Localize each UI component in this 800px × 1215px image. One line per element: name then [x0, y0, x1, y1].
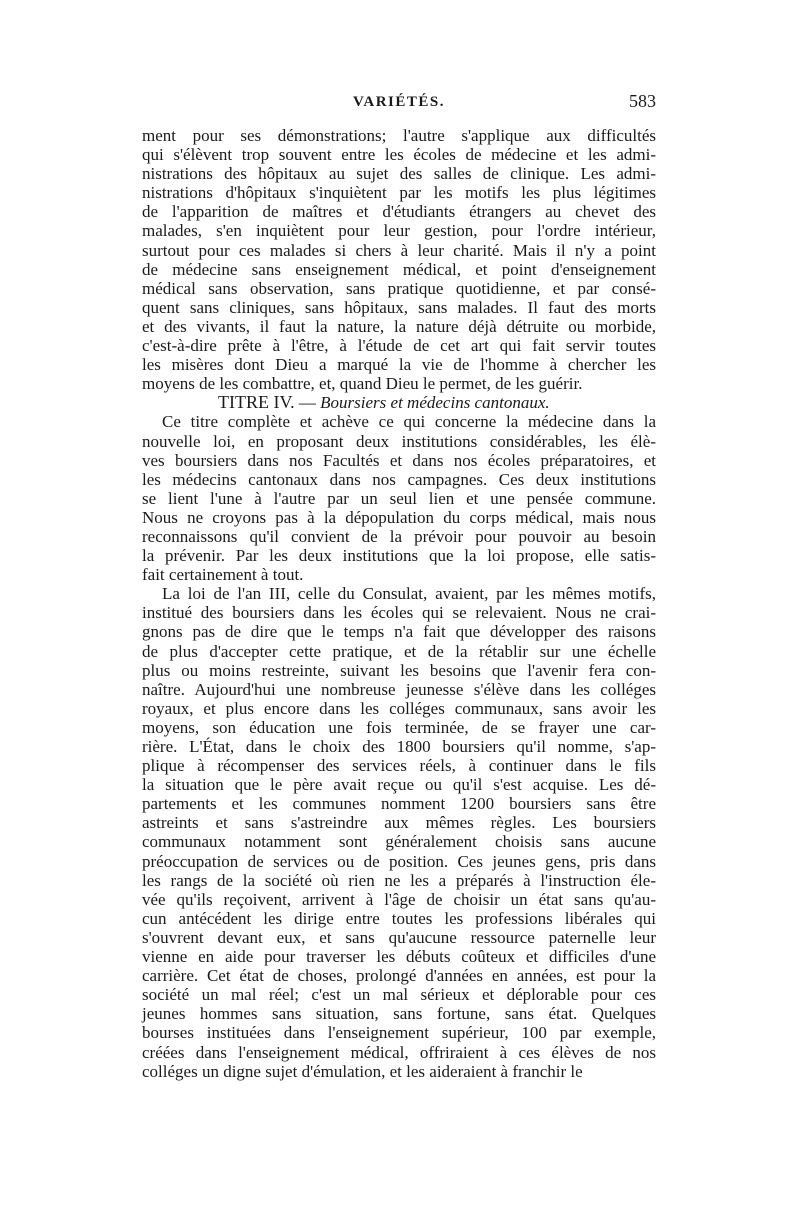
running-head	[142, 91, 656, 118]
text-line: reconnaissons qu'il convient de la prévoir pour pouvoir au besoin	[142, 526, 656, 546]
text-line: colléges un digne sujet d'émulation, et les aideraient à franchir le	[142, 1061, 583, 1081]
text-line: Ce titre complète et achève ce qui concerne la médecine dans la	[162, 412, 656, 432]
text-line: plique à récompenser des services réels, à continuer dans le fils	[142, 756, 656, 776]
text-line: la situation que le père avait reçue ou qu'il s'est acquise. Les dé-	[142, 775, 656, 795]
text-line: ves boursiers dans nos Facultés et dans nos écoles préparatoires, et	[142, 450, 656, 470]
text-line: Nous ne croyons pas à la dépopulation du corps médical, mais nous	[142, 507, 656, 527]
text-line: ment pour ses démonstrations; l'autre s'applique aux difficultés	[142, 126, 656, 145]
section-heading	[142, 393, 656, 412]
text-line: gnons pas de dire que le temps n'a fait que développer des raisons	[142, 622, 656, 642]
text-line: institué des boursiers dans les écoles qui se relevaient. Nous ne crai-	[142, 603, 656, 623]
heading-dash: —	[294, 393, 321, 413]
text-line: créées dans l'enseignement médical, offriraient à ces élèves de nos	[142, 1042, 656, 1062]
text-line: la prévenir. Par les deux institutions que la loi propose, elle satis-	[142, 546, 656, 566]
text-line: les médecins cantonaux dans nos campagnes. Ces deux institutions	[142, 469, 656, 489]
text-line: carrière. Cet état de choses, prolongé d'années en années, est pour la	[142, 966, 656, 986]
text-line: quent sans cliniques, sans hôpitaux, sans malades. Il faut des morts	[142, 297, 656, 317]
text-line: les rangs de la société où rien ne les a préparés à l'instruction éle-	[142, 870, 656, 890]
text-line: et des vivants, il faut la nature, la nature déjà détruite ou morbide,	[142, 316, 656, 336]
body-text	[142, 126, 656, 1081]
heading-subtitle: Boursiers et médecins cantonaux.	[320, 393, 550, 413]
text-line: plus ou moins restreinte, suivant les besoins que l'avenir fera con-	[142, 660, 656, 680]
paragraph-title-iv	[142, 412, 656, 584]
text-line: s'ouvrent devant eux, et sans qu'aucune ressource paternelle leur	[142, 927, 656, 947]
text-line: nouvelle loi, en proposant deux institutions considérables, les élè-	[142, 431, 656, 451]
text-line: qui s'élèvent trop souvent entre les écoles de médecine et les admi-	[142, 145, 656, 165]
paragraph-clinical-teaching	[142, 126, 656, 393]
text-line: c'est-à-dire prête à l'être, à l'étude de cet art qui fait servir toutes	[142, 336, 656, 356]
text-line: fait certainement à tout.	[142, 565, 304, 585]
text-line: de l'apparition de maîtres et d'étudiants étrangers au chevet des	[142, 202, 656, 222]
text-line: moyens, son éducation une fois terminée, de se frayer une car-	[142, 717, 656, 737]
text-line: royaux, et plus encore dans les colléges communaux, sans avoir les	[142, 698, 656, 718]
text-line: moyens de les combattre, et, quand Dieu le permet, de les guérir.	[142, 374, 583, 394]
text-line: La loi de l'an III, celle du Consulat, avaient, par les mêmes motifs,	[162, 584, 656, 604]
text-line: communaux notamment sont généralement choisis sans aucune	[142, 832, 656, 852]
page-number: 583	[629, 91, 656, 111]
text-line: surtout pour ces malades si chers à leur charité. Mais il n'y a point	[142, 240, 656, 260]
text-line: préoccupation de services ou de position. Ces jeunes gens, pris dans	[142, 851, 656, 871]
text-line: se lient l'une à l'autre par un seul lien et une pensée commune.	[142, 488, 656, 508]
text-line: cun antécédent les dirige entre toutes les professions libérales qui	[142, 908, 656, 928]
text-line: rière. L'État, dans le choix des 1800 boursiers qu'il nomme, s'ap-	[142, 737, 656, 756]
text-line: vée qu'ils reçoivent, arrivent à l'âge de choisir un état sans qu'au-	[142, 889, 656, 909]
text-line: de médecine sans enseignement médical, et point d'enseignement	[142, 259, 656, 279]
text-line: astreints et sans s'astreindre aux mêmes règles. Les boursiers	[142, 813, 656, 833]
paragraph-law-year-iii	[142, 584, 656, 1080]
text-line: médical sans observation, sans pratique quotidienne, et par consé-	[142, 278, 656, 298]
text-line: jeunes hommes sans situation, sans fortune, sans état. Quelques	[142, 1004, 656, 1024]
running-title: VARIÉTÉS.	[352, 94, 445, 110]
text-line: nistrations des hôpitaux au sujet des salles de clinique. Les admi-	[142, 164, 656, 184]
text-line: vienne en aide pour traverser les débuts coûteux et difficiles d'une	[142, 947, 656, 967]
text-line: de plus d'accepter cette pratique, et de la rétablir sur une échelle	[142, 641, 656, 661]
text-line: société un mal réel; c'est un mal sérieux et déplorable pour ces	[142, 985, 656, 1005]
text-line: naître. Aujourd'hui une nombreuse jeunesse s'élève dans les colléges	[142, 679, 656, 699]
text-line: nistrations d'hôpitaux s'inquiètent par les motifs les plus légitimes	[142, 183, 656, 203]
text-line: malades, s'en inquiètent pour leur gestion, pour l'ordre intérieur,	[142, 221, 656, 241]
heading-title: TITRE IV.	[218, 392, 295, 413]
text-line: les misères dont Dieu a marqué la vie de l'homme à chercher les	[142, 355, 656, 375]
text-line: bourses instituées dans l'enseignement supérieur, 100 par exemple,	[142, 1023, 656, 1043]
text-line: partements et les communes nomment 1200 boursiers sans être	[142, 794, 656, 814]
